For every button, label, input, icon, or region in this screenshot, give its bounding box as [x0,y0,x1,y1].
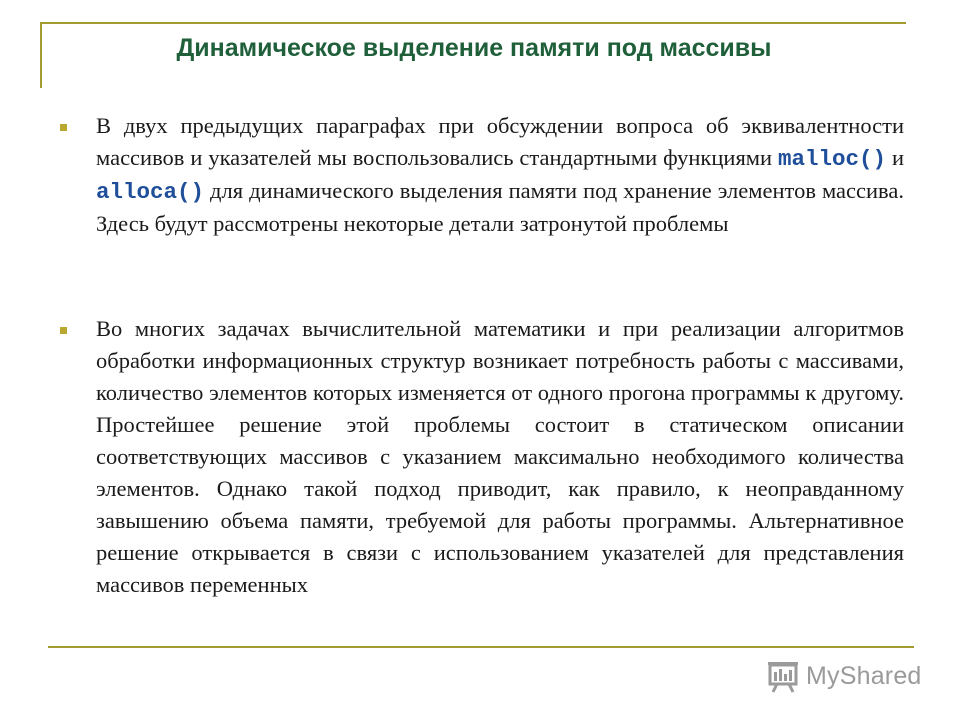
bullet-1-text-after: для динамического выделения памяти под хранение элементов массива. Здесь будут рассмотрены некоторые детали затронутой проблемы [96,178,904,236]
bullet-paragraph-1 [96,110,904,240]
watermark-text: MyShared [806,661,922,690]
code-malloc: malloc() [778,146,887,172]
bullet-paragraph-2: Во многих задачах вычислительной математики и при реализации алгоритмов обработки информационных структур возникает потребность работы с массивами, количество элементов которых изменяется от одного прогона программы к другому. Простейшее решение этой проблемы состоит в статическом описании соответствующих массивов с указанием максимально необходимого количества элементов. Однако такой подход приводит, как правило, к неоправданному завышению объема памяти, требуемой для работы программы. Альтернативное решение открывается в связи с использованием указателей для представления массивов переменных [96,316,904,597]
presentation-board-icon [764,657,802,695]
bullet-1-text-before: В двух предыдущих параграфах при обсуждении вопроса об эквивалентности массивов и указателей мы воспользовались стандартными функциями [96,113,904,170]
code-alloca: alloca() [96,179,205,205]
bullet-marker-1 [60,124,67,131]
slide-title: Динамическое выделение памяти под массивы [176,34,772,62]
frame-top-border [40,22,906,24]
watermark-logo [764,656,922,696]
bullet-marker-2 [60,327,67,334]
bullet-1-text-middle: и [886,145,904,170]
frame-bottom-border [48,646,914,648]
